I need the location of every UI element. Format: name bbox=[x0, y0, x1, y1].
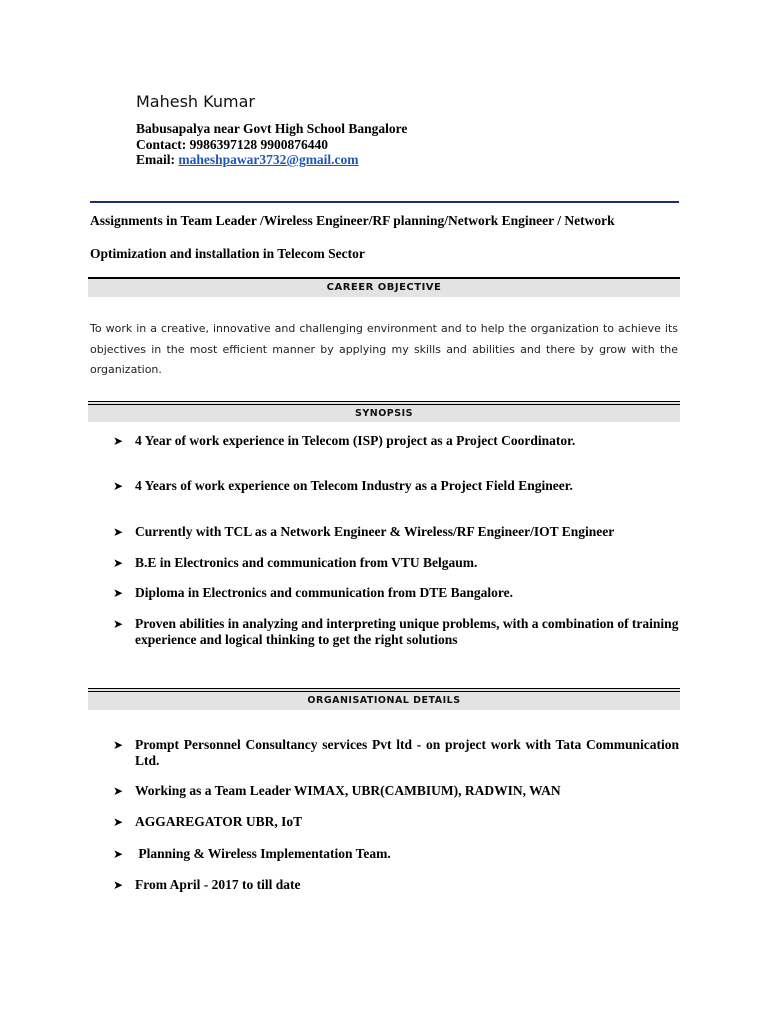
synopsis-item-text: Currently with TCL as a Network Engineer & Wireless/RF Engineer/IOT Engineer bbox=[135, 524, 615, 539]
org-item-text: Working as a Team Leader WIMAX, UBR(CAMBIUM), RADWIN, WAN bbox=[135, 783, 561, 798]
arrow-bullet-icon: ➤ bbox=[113, 434, 124, 448]
email-row bbox=[136, 152, 407, 168]
list-item bbox=[113, 478, 573, 494]
assignments-line-1: Assignments in Team Leader /Wireless Engineer/RF planning/Network Engineer / Network bbox=[90, 213, 615, 228]
arrow-bullet-icon: ➤ bbox=[113, 617, 124, 631]
arrow-bullet-icon: ➤ bbox=[113, 738, 124, 752]
list-item bbox=[113, 524, 614, 540]
list-item bbox=[113, 616, 679, 648]
career-objective-text: To work in a creative, innovative and challenging environment and to help the organization to achieve its objectives in the most efficient manner by applying my skills and abilities and there by grow with the organization. bbox=[90, 322, 678, 376]
header-divider bbox=[90, 201, 679, 203]
address: Babusapalya near Govt High School Bangalore bbox=[136, 121, 408, 136]
list-item bbox=[113, 555, 477, 571]
arrow-bullet-icon: ➤ bbox=[113, 556, 124, 570]
list-item bbox=[113, 433, 575, 449]
arrow-bullet-icon: ➤ bbox=[113, 815, 124, 829]
list-item bbox=[113, 877, 300, 893]
org-item-text: From April - 2017 to till date bbox=[135, 877, 301, 892]
org-item-text: Planning & Wireless Implementation Team. bbox=[135, 846, 391, 861]
list-item bbox=[113, 846, 391, 862]
assignments-line-2: Optimization and installation in Telecom Sector bbox=[90, 246, 365, 261]
arrow-bullet-icon: ➤ bbox=[113, 847, 124, 861]
org-item-text: Prompt Personnel Consultancy services Pvt ltd - on project work with Tata Communication Ltd. bbox=[135, 737, 679, 768]
email-label: Email: bbox=[136, 152, 179, 167]
organisational-details-heading: ORGANISATIONAL DETAILS bbox=[88, 688, 680, 710]
email-link[interactable]: maheshpawar3732@gmail.com bbox=[178, 152, 359, 167]
arrow-bullet-icon: ➤ bbox=[113, 878, 124, 892]
arrow-bullet-icon: ➤ bbox=[113, 525, 124, 539]
contact-phones: Contact: 9986397128 9900876440 bbox=[136, 136, 328, 152]
list-item bbox=[113, 737, 679, 769]
candidate-name: Mahesh Kumar bbox=[136, 92, 255, 111]
synopsis-item-text: Proven abilities in analyzing and interpreting unique problems, with a combination of training experience and logical thinking to get the right solutions bbox=[135, 616, 679, 647]
list-item bbox=[113, 585, 513, 601]
arrow-bullet-icon: ➤ bbox=[113, 784, 124, 798]
list-item bbox=[113, 814, 302, 830]
org-item-text: AGGAREGATOR UBR, IoT bbox=[135, 814, 303, 829]
synopsis-item-text: Diploma in Electronics and communication from DTE Bangalore. bbox=[135, 585, 514, 600]
synopsis-item-text: 4 Years of work experience on Telecom Industry as a Project Field Engineer. bbox=[135, 478, 573, 493]
arrow-bullet-icon: ➤ bbox=[113, 479, 124, 493]
synopsis-item-text: B.E in Electronics and communication from VTU Belgaum. bbox=[135, 555, 478, 570]
list-item bbox=[113, 783, 561, 799]
assignments-summary bbox=[90, 213, 680, 262]
career-objective-heading: CAREER OBJECTIVE bbox=[88, 277, 680, 297]
synopsis-item-text: 4 Year of work experience in Telecom (ISP) project as a Project Coordinator. bbox=[135, 433, 576, 448]
arrow-bullet-icon: ➤ bbox=[113, 586, 124, 600]
synopsis-heading: SYNOPSIS bbox=[88, 401, 680, 422]
contact-block bbox=[136, 121, 407, 168]
